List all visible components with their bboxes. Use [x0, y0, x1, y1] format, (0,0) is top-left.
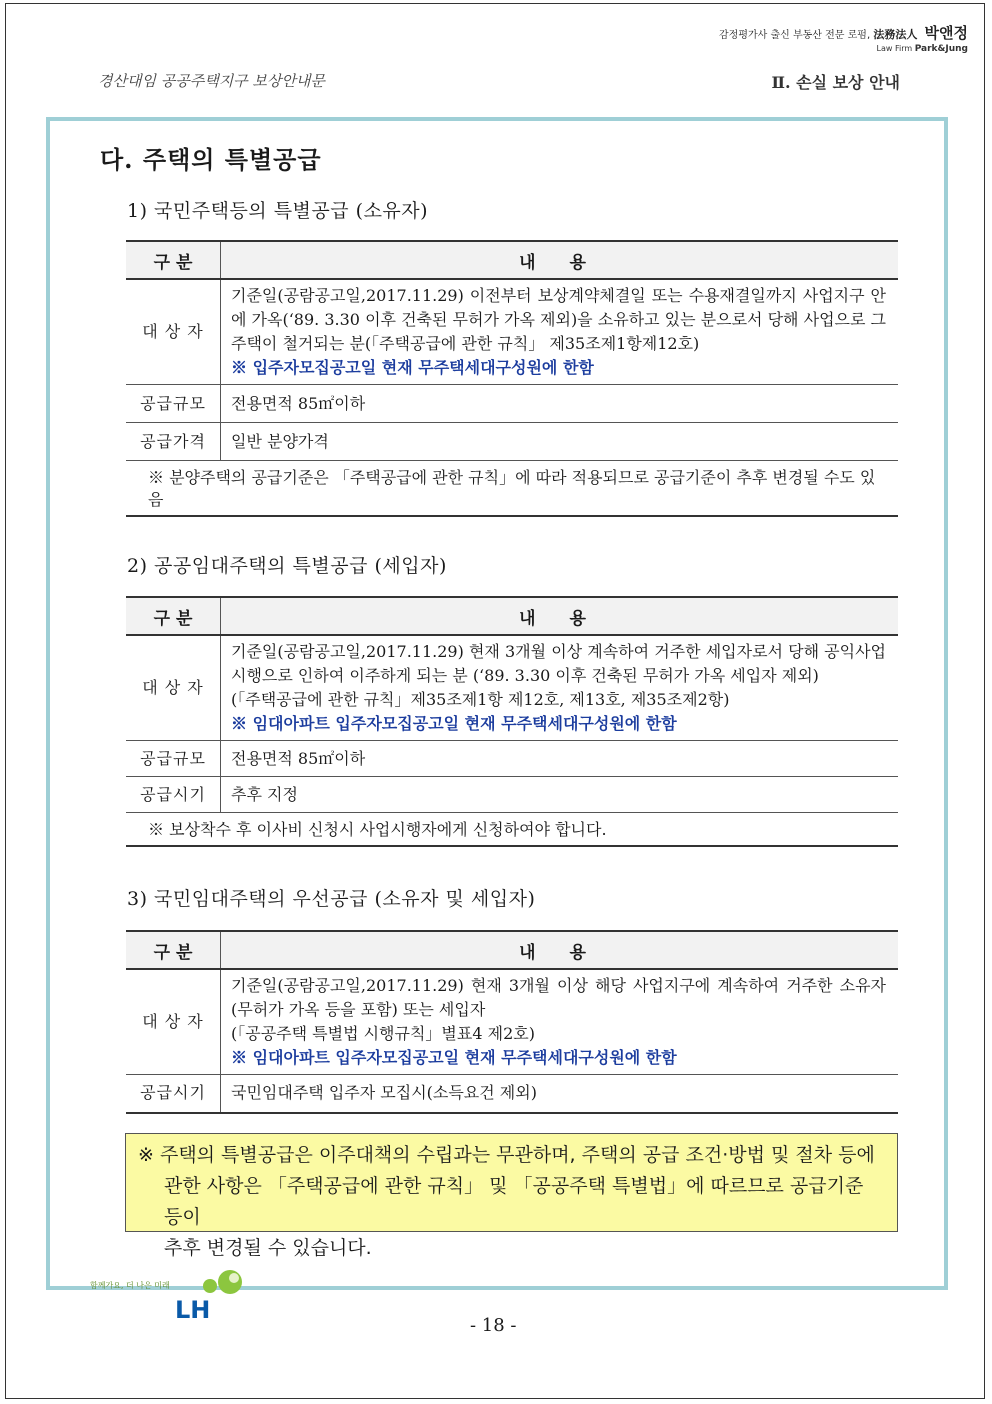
row-label: 공급가격: [126, 423, 221, 461]
lh-slogan: 함께가요, 더 나은 미래: [90, 1281, 170, 1290]
col-header-category: 구 분: [126, 931, 221, 969]
table-row: [126, 741, 898, 777]
notice-line-3: 추후 변경될 수 있습니다.: [164, 1237, 372, 1259]
row-value: 일반 분양가격: [221, 423, 899, 461]
page-heading: 다. 주택의 특별공급: [100, 145, 322, 174]
row-text: 기준일(공람공고일,2017.11.29) 이전부터 보상계약체결일 또는 수용재결일까지 사업지구 안에 가옥(‘89. 3.30 이후 건축된 무허가 가옥 제외)을 소유하고 있는 분으로서 당해 사업으로 그 주택이 철거되는 분(「주택공급에 관한 규칙」 제35조제1항제12호): [231, 286, 886, 353]
row-value: 전용면적 85㎡이하: [221, 385, 899, 423]
firm-name-kr: 박앤정: [924, 24, 968, 42]
firm-name-en: Park&Jung: [914, 44, 968, 54]
firm-tagline: 감정평가사 출신 부동산 전문 로펌,: [719, 30, 871, 41]
table-note-row: [126, 461, 898, 517]
col-header-category: 구 분: [126, 241, 221, 279]
col-header-content: 내 용: [221, 597, 899, 635]
firm-name-en-prefix: Law Firm: [876, 44, 913, 53]
row-value: [221, 635, 899, 741]
table-row: [126, 1075, 898, 1113]
row-text: 기준일(공람공고일,2017.11.29) 현재 3개월 이상 해당 사업지구에 계속하여 거주한 소유자(무허가 가옥 등을 포함) 또는 세입자: [231, 976, 886, 1019]
table-row: [126, 777, 898, 813]
col-header-category: 구 분: [126, 597, 221, 635]
row-label: 공급규모: [126, 741, 221, 777]
document-title: 경산대임 공공주택지구 보상안내문: [98, 72, 325, 90]
table-note: ※ 보상착수 후 이사비 신청시 사업시행자에게 신청하여야 합니다.: [126, 813, 898, 847]
col-header-content: 내 용: [221, 241, 899, 279]
col-header-content: 내 용: [221, 931, 899, 969]
page-number: - 18 -: [470, 1315, 517, 1336]
section3-title: 3) 국민임대주택의 우선공급 (소유자 및 세입자): [127, 888, 536, 910]
row-value: 국민임대주택 입주자 모집시(소득요건 제외): [221, 1075, 899, 1113]
section2-table: [126, 596, 898, 847]
section1-table: [126, 240, 898, 517]
table-note: ※ 분양주택의 공급기준은 「주택공급에 관한 규칙」에 따라 적용되므로 공급기준이 추후 변경될 수도 있음: [126, 461, 898, 517]
row-label: 공급시기: [126, 777, 221, 813]
row-value: [221, 279, 899, 385]
row-label: 대 상 자: [126, 969, 221, 1075]
section1-title: 1) 국민주택등의 특별공급 (소유자): [127, 200, 429, 222]
row-value: [221, 969, 899, 1075]
table-header: [126, 241, 898, 279]
firm-header: [719, 22, 968, 54]
table-row: [126, 969, 898, 1075]
row-highlight: ※ 임대아파트 입주자모집공고일 현재 무주택세대구성원에 한함: [231, 1048, 677, 1067]
notice-line-2: 관한 사항은 「주택공급에 관한 규칙」 및 「공공주택 특별법」에 따르므로 공급기준 등이: [164, 1175, 864, 1228]
firm-legal: 法務法人: [873, 28, 918, 41]
section-label: Ⅱ. 손실 보상 안내: [771, 73, 900, 92]
table-row: [126, 423, 898, 461]
section3-table: [126, 930, 898, 1114]
row-label: 공급시기: [126, 1075, 221, 1113]
row-label: 공급규모: [126, 385, 221, 423]
table-row: [126, 385, 898, 423]
table-row: [126, 635, 898, 741]
row-value: 추후 지정: [221, 777, 899, 813]
table-header: [126, 931, 898, 969]
row-highlight: ※ 입주자모집공고일 현재 무주택세대구성원에 한함: [231, 358, 594, 377]
row-reference: (「주택공급에 관한 규칙」제35조제1항 제12호, 제13호, 제35조제2항): [231, 690, 730, 709]
lh-mark: LH: [175, 1296, 211, 1324]
section2-title: 2) 공공임대주택의 특별공급 (세입자): [127, 555, 447, 577]
row-text: 기준일(공람공고일,2017.11.29) 현재 3개월 이상 계속하여 거주한 세입자로서 당해 공익사업 시행으로 인하여 이주하게 되는 분 (‘89. 3.30 이후 건축된 무허가 가옥 세입자 제외): [231, 642, 886, 685]
row-value: 전용면적 85㎡이하: [221, 741, 899, 777]
row-highlight: ※ 임대아파트 입주자모집공고일 현재 무주택세대구성원에 한함: [231, 714, 677, 733]
notice-box: [125, 1133, 898, 1259]
table-note-row: [126, 813, 898, 847]
table-row: [126, 279, 898, 385]
row-reference: (「공공주택 특별법 시행규칙」별표4 제2호): [231, 1024, 535, 1043]
table-header: [126, 597, 898, 635]
row-label: 대 상 자: [126, 635, 221, 741]
notice-line-1: ※ 주택의 특별공급은 이주대책의 수립과는 무관하며, 주택의 공급 조건·방법 및 절차 등에: [138, 1144, 875, 1166]
row-label: 대 상 자: [126, 279, 221, 385]
